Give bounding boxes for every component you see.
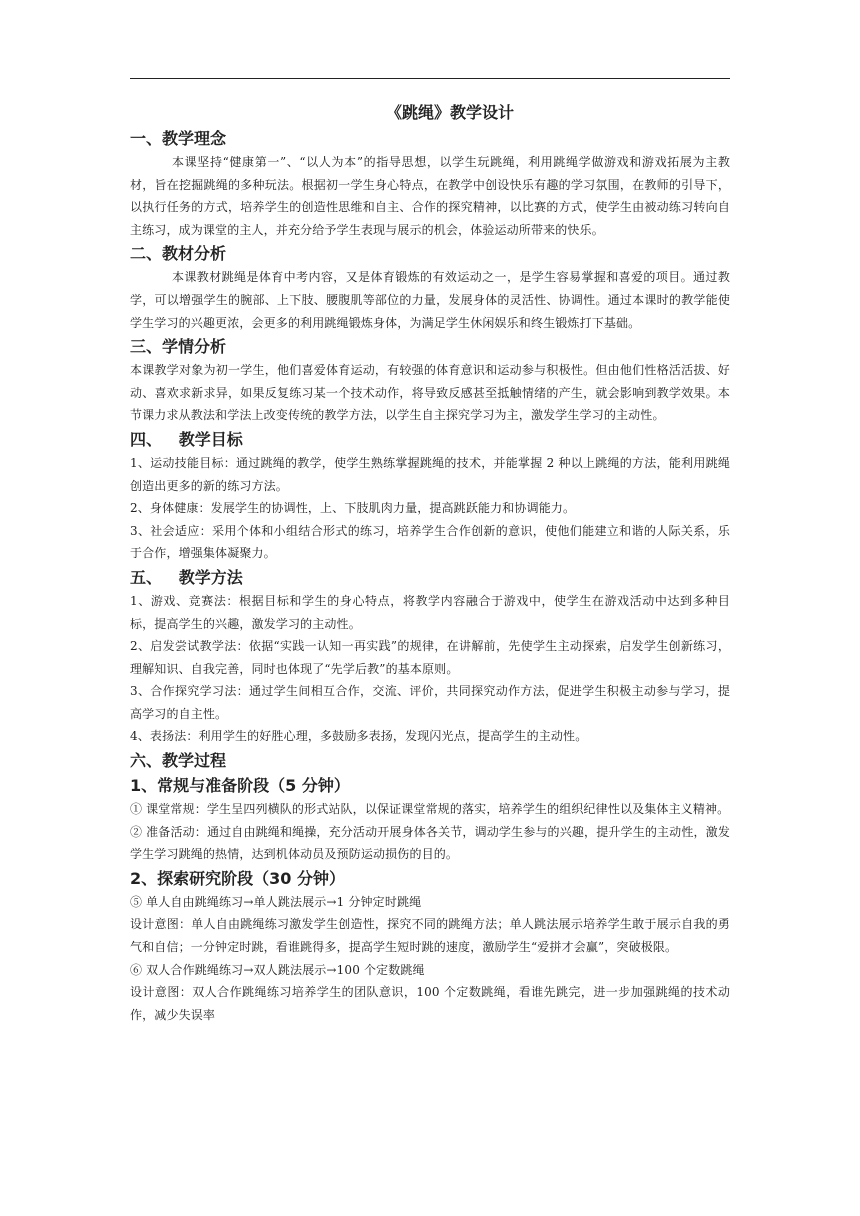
paragraph: 1、运动技能目标：通过跳绳的教学，使学生熟练掌握跳绳的技术，并能掌握 2 种以上跳绳的方法，能利用跳绳创造出更多的新的练习方法。 — [130, 455, 730, 493]
section-heading: 四、 教学目标 — [130, 429, 243, 449]
paragraph: 1、游戏、竞赛法：根据目标和学生的身心特点，将教学内容融合于游戏中，使学生在游戏活动中达到多种目标，提高学生的兴趣，激发学习的主动性。 — [130, 593, 730, 631]
paragraph: ⑥ 双人合作跳绳练习→双人跳法展示→100 个定数跳绳 — [130, 962, 425, 977]
paragraph: 3、社会适应：采用个体和小组结合形式的练习，培养学生合作创新的意识，使他们能建立和谐的人际关系，乐于合作，增强集体凝聚力。 — [130, 523, 730, 561]
paragraph: ⑤ 单人自由跳绳练习→单人跳法展示→1 分钟定时跳绳 — [130, 894, 422, 909]
page-title: 《跳绳》教学设计 — [385, 103, 514, 122]
paragraph: 设计意图：双人合作跳绳练习培养学生的团队意识，100 个定数跳绳，看谁先跳完，进一步加强跳绳的技术动作，减少失误率 — [130, 985, 730, 1022]
paragraph: 本课教学对象为初一学生，他们喜爱体育运动，有较强的体育意识和运动参与积极性。但由他们性格活活拔、好动、喜欢求新求异，如果反复练习某一个技术动作，将导致反感甚至抵触情绪的产生，就会影响到教学效果。本节课力求从教法和学法上改变传统的教学方法，以学生自主探究学习为主，激发学生学习的主动性。 — [130, 363, 730, 423]
section-heading: 二、教材分析 — [130, 244, 227, 264]
section-heading: 三、学情分析 — [130, 337, 227, 357]
paragraph: 2、启发尝试教学法：依据“实践一认知一再实践”的规律，在讲解前，先使学生主动探索，启发学生创新练习，理解知识、自我完善，同时也体现了“先学后教”的基本原则。 — [130, 639, 730, 676]
paragraph: 4、表扬法：利用学生的好胜心理，多鼓励多表扬，发现闪光点，提高学生的主动性。 — [130, 729, 588, 744]
paragraph: ② 准备活动：通过自由跳绳和绳操，充分活动开展身体各关节，调动学生参与的兴趣，提升学生的主动性，激发学生学习跳绳的热情，达到机体动员及预防运动损伤的目的。 — [130, 824, 730, 862]
paragraph: ① 课堂常规：学生呈四列横队的形式站队，以保证课堂常规的落实，培养学生的组织纪律性以及集体主义精神。 — [130, 802, 730, 817]
paragraph: 3、合作探究学习法：通过学生间相互合作，交流、评价，共同探究动作方法，促进学生积极主动参与学习，提高学习的自主性。 — [130, 684, 730, 721]
subsection-heading: 2、探索研究阶段（30 分钟） — [130, 868, 345, 888]
paragraph: 本课坚持“健康第一”、“以人为本”的指导思想，以学生玩跳绳，利用跳绳学做游戏和游戏拓展为主教材，旨在挖掘跳绳的多种玩法。根据初一学生身心特点，在教学中创设快乐有趣的学习氛围，在教师的引导下，以执行任务的方式，培养学生的创造性思维和自主、合作的探究精神，以比赛的方式，使学生由被动练习转向自主练习，成为课堂的主人，并充分给予学生表现与展示的机会，体验运动所带来的快乐。 — [130, 155, 730, 237]
section-heading: 六、教学过程 — [130, 751, 227, 771]
document-body — [130, 100, 730, 1026]
paragraph: 本课教材跳绳是体育中考内容，又是体育锻炼的有效运动之一，是学生容易掌握和喜爱的项目。通过教学，可以增强学生的腕部、上下肢、腰腹肌等部位的力量，发展身体的灵活性、协调性。通过本课时的教学能使学生学习的兴趣更浓，会更多的利用跳绳锻炼身体，为满足学生休闲娱乐和终生锻炼打下基础。 — [130, 270, 730, 330]
paragraph: 设计意图：单人自由跳绳练习激发学生创造性，探究不同的跳绳方法；单人跳法展示培养学生敢于展示自我的勇气和自信；一分钟定时跳，看谁跳得多，提高学生短时跳的速度，激励学生“爱拼才会赢”，突破极限。 — [130, 917, 730, 955]
paragraph: 2、身体健康：发展学生的协调性，上、下肢肌肉力量，提高跳跃能力和协调能力。 — [130, 501, 576, 516]
subsection-heading: 1、常规与准备阶段（5 分钟） — [130, 776, 350, 796]
header-rule — [130, 78, 730, 79]
section-heading: 五、 教学方法 — [130, 567, 243, 587]
section-heading: 一、教学理念 — [130, 129, 227, 148]
